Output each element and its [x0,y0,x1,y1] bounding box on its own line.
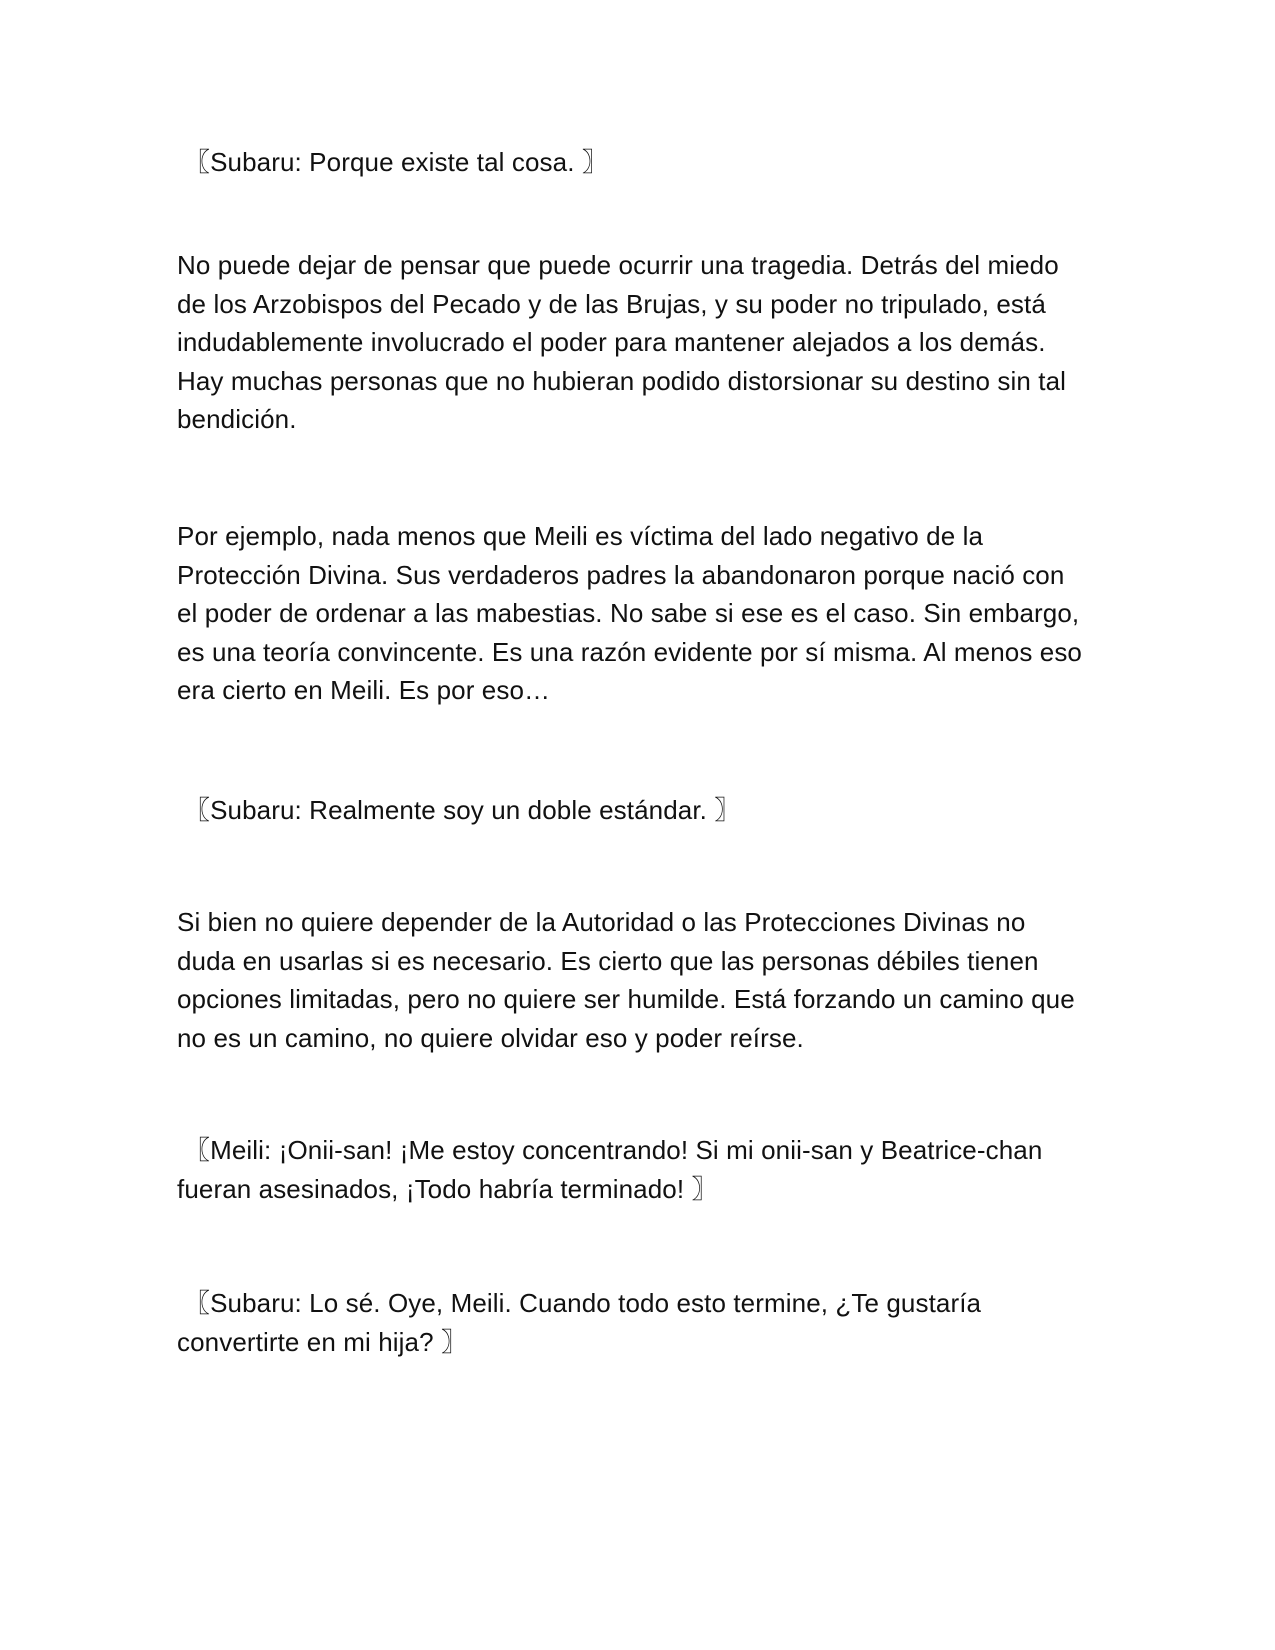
text-line: no es un camino, no quiere olvidar eso y poder reírse. [177,1022,804,1053]
text-line: Hay muchas personas que no hubieran podido distorsionar su destino sin tal [177,365,1067,396]
dialogue-subaru-3 [177,1284,1107,1361]
text-line: Por ejemplo, nada menos que Meili es víctima del lado negativo de la [177,521,984,551]
text-line: bendición. [177,404,297,434]
text-line: 〖Meili: ¡Onii-san! ¡Me estoy concentrando! Si mi onii-san y Beatrice-chan [184,1135,1043,1165]
text-line: No puede dejar de pensar que puede ocurrir una tragedia. Detrás del miedo [177,250,1059,280]
dialogue-meili [177,1131,1107,1208]
text-line: es una teoría convincente. Es una razón evidente por sí misma. Al menos eso [177,636,1082,667]
text-line: indudablemente involucrado el poder para mantener alejados a los demás. [177,327,1046,357]
text-line: el poder de ordenar a las mabestias. No sabe si ese es el caso. Sin embargo, [177,598,1080,628]
text-line: de los Arzobispos del Pecado y de las Brujas, y su poder no tripulado, está [177,288,1046,319]
narration-paragraph-3 [177,903,1107,1057]
text-line: convertirte en mi hija? 〗 [177,1326,468,1357]
text-line: era cierto en Meili. Es por eso… [177,675,551,705]
text-line: 〖Subaru: Realmente soy un doble estándar. 〗 [184,795,741,825]
text-line: 〖Subaru: Porque existe tal cosa. 〗 [184,147,608,177]
text-line: opciones limitadas, pero no quiere ser humilde. Está forzando un camino que [177,984,1075,1014]
text-line: fueran asesinados, ¡Todo habría terminado! 〗 [177,1173,718,1204]
text-line: Si bien no quiere depender de la Autoridad o las Protecciones Divinas no [177,907,1026,937]
text-line: 〖Subaru: Lo sé. Oye, Meili. Cuando todo esto termine, ¿Te gustaría [184,1288,982,1318]
text-line: Protección Divina. Sus verdaderos padres la abandonaron porque nació con [177,559,1065,590]
dialogue-subaru-2 [184,791,1114,830]
narration-paragraph-2 [177,517,1107,710]
text-line: duda en usarlas si es necesario. Es cierto que las personas débiles tienen [177,945,1039,976]
narration-paragraph-1 [177,246,1107,439]
dialogue-subaru-1 [184,143,1114,182]
